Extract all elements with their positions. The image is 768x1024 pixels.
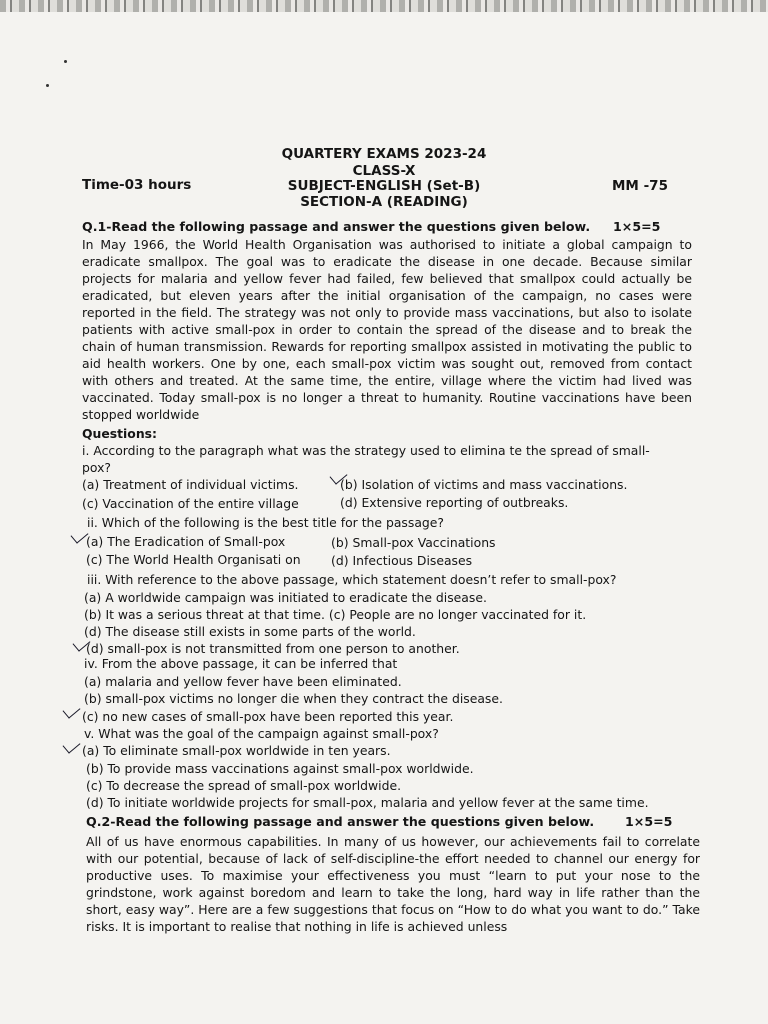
q1-iv-option-a: (a) malaria and yellow fever have been eliminated.: [84, 674, 402, 689]
q1-question-i-cont: pox?: [82, 460, 111, 475]
q1-iv-option-b: (b) small-pox victims no longer die when they contract the disease.: [84, 691, 503, 706]
subject-label: SUBJECT-ENGLISH (Set-B): [287, 178, 481, 194]
q1-iii-option-a: (a) A worldwide campaign was initiated to eradicate the disease.: [84, 590, 487, 605]
q1-passage: In May 1966, the World Health Organisation was authorised to initiate a global campaign to eradicate smallpox. The goal was to eradicate the disease in one decade. Because similar projects for malaria and yellow fever had failed, few believed that smallpox could actually be eradicated, but eleven years after the initial organisation of the campaign, no cases were reported in the field. The strategy was not only to provide mass vaccinations, but also to isolate patients with active small-pox in order to contain the spread of the disease and to break the chain of human transmission. Rewards for reporting smallpox assisted in motivating the public to aid health workers. One by one, each small-pox victim was sought out, removed from contact with others and treated. At the same time, the entire, village where the victim had lived was vaccinated. Today small-pox is no longer a threat to humanity. Routine vaccinations have been stopped worldwide: [82, 237, 692, 422]
q1-ii-option-d: (d) Infectious Diseases: [331, 553, 473, 568]
q1-i-option-a: (a) Treatment of individual victims.: [82, 477, 299, 492]
q1-question-ii: ii. Which of the following is the best title for the passage?: [87, 515, 444, 530]
q2-passage: All of us have enormous capabilities. In many of us however, our achievements fail to correlate with our potential, because of lack of self-discipline-the effort needed to channel our energy for productive uses. To maximise your effectiveness you must “learn to put your nose to the grindstone, work against boredom and learn to take the long, hard way in life rather than the short, easy way”. Here are a few suggestions that focus on “How to do what you want to do.” Take risks. It is important to realise that nothing in life is achieved unless: [86, 834, 700, 934]
q1-question-i: i. According to the paragraph what was the strategy used to elimina te the spread of small-: [82, 443, 650, 458]
q1-i-option-b: (b) Isolation of victims and mass vaccinations.: [340, 477, 628, 492]
q2-marks: 1×5=5: [625, 814, 673, 829]
q1-question-iv: iv. From the above passage, it can be inferred that: [84, 656, 398, 671]
q1-v-option-c: (c) To decrease the spread of small-pox worldwide.: [86, 778, 402, 793]
q1-ii-option-c: (c) The World Health Organisati on: [86, 552, 301, 567]
q2-heading: Q.2-Read the following passage and answer the questions given below.: [86, 814, 595, 829]
scan-edge: [0, 0, 768, 12]
q1-heading: Q.1-Read the following passage and answer the questions given below.: [82, 219, 591, 234]
q1-question-v: v. What was the goal of the campaign against small-pox?: [84, 726, 439, 741]
scan-speck: [46, 84, 49, 87]
q1-v-option-a: (a) To eliminate small-pox worldwide in ten years.: [82, 743, 391, 758]
section-label: SECTION-A (READING): [300, 194, 468, 210]
max-marks: MM -75: [612, 178, 668, 194]
scan-speck: [64, 60, 67, 63]
q1-v-option-b: (b) To provide mass vaccinations against small-pox worldwide.: [86, 761, 474, 776]
q1-iii-option-d: (d) The disease still exists in some parts of the world.: [84, 624, 416, 639]
questions-label: Questions:: [82, 426, 157, 441]
q1-ii-option-a: (a) The Eradication of Small-pox: [86, 534, 286, 549]
q1-question-iii: iii. With reference to the above passage, which statement doesn’t refer to small-pox?: [87, 572, 617, 587]
q1-i-option-d: (d) Extensive reporting of outbreaks.: [340, 495, 569, 510]
answer-tick-mark: [63, 701, 81, 718]
time-label: Time-03 hours: [82, 177, 192, 193]
q1-v-option-d: (d) To initiate worldwide projects for small-pox, malaria and yellow fever at the same time.: [86, 795, 649, 810]
q1-i-option-c: (c) Vaccination of the entire village: [82, 496, 299, 511]
class-label: CLASS-X: [352, 163, 416, 179]
q1-marks: 1×5=5: [613, 219, 661, 234]
exam-title: QUARTERY EXAMS 2023-24: [281, 146, 487, 162]
q1-iii-option-d-extra: (d) small-pox is not transmitted from one person to another.: [86, 641, 460, 656]
answer-tick-mark: [63, 736, 81, 753]
q1-iv-option-c: (c) no new cases of small-pox have been reported this year.: [82, 709, 454, 724]
q1-ii-option-b: (b) Small-pox Vaccinations: [331, 535, 496, 550]
q1-iii-option-b-c: (b) It was a serious threat at that time. (c) People are no longer vaccinated for it.: [84, 607, 587, 622]
